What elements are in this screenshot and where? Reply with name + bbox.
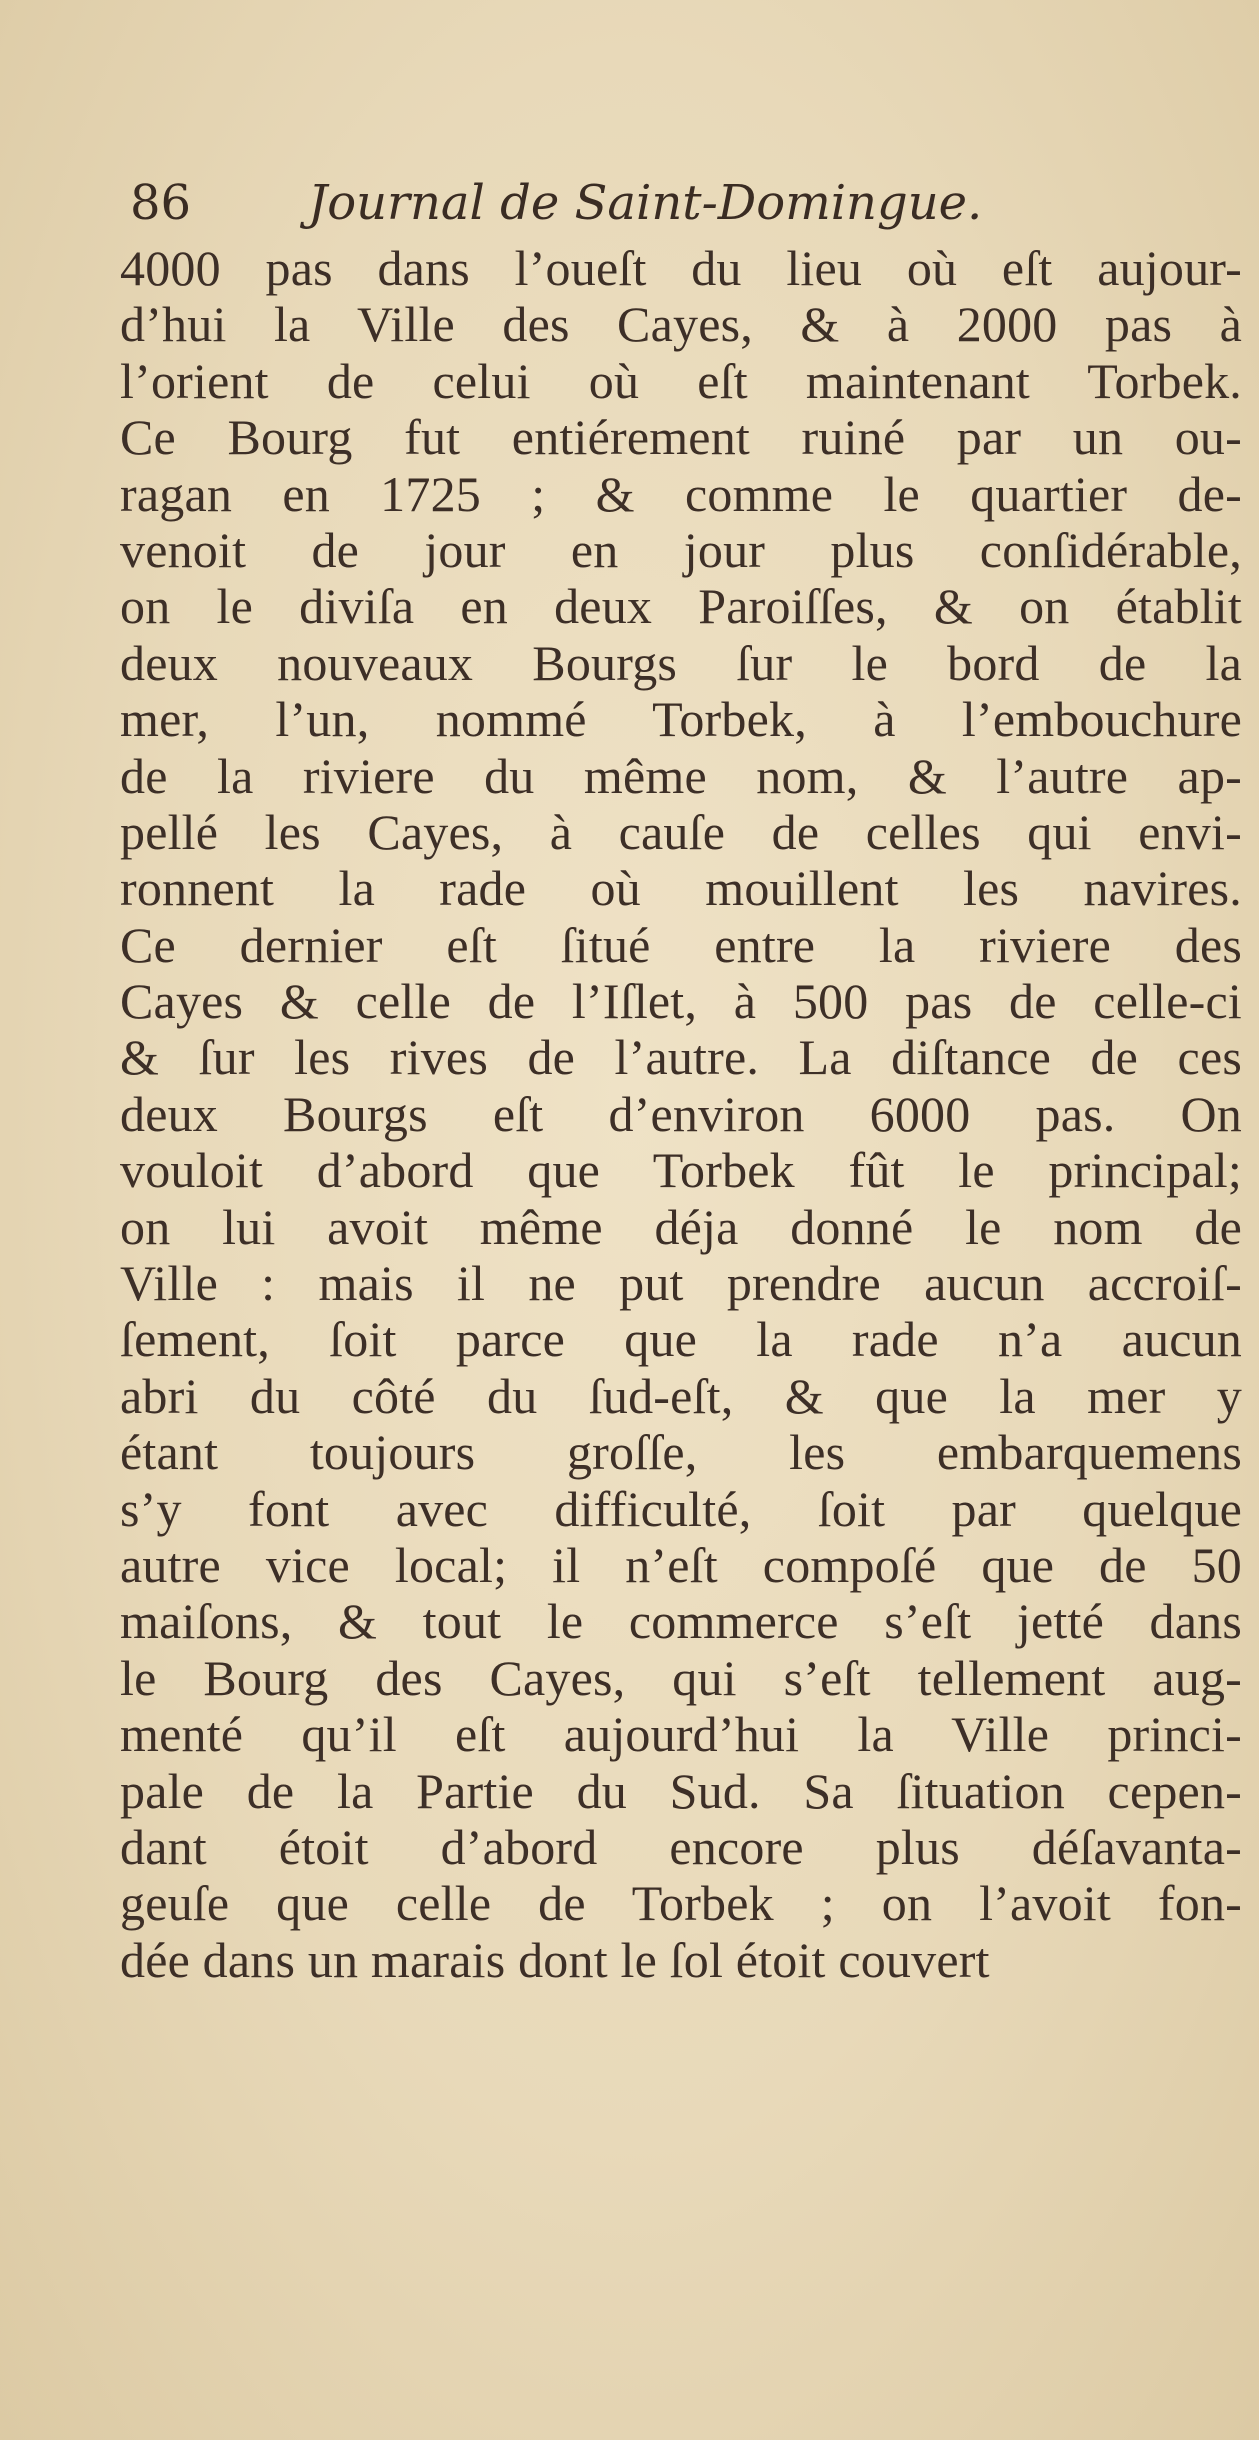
text-line: & ſur les rives de l’autre. La diſtance de ces [120,1029,1242,1086]
text-line: pale de la Partie du Sud. Sa ſituation cepen- [120,1762,1242,1819]
text-line: deux Bourgs eſt d’environ 6000 pas. On [120,1085,1242,1142]
running-head: Journal de Saint-Domingue. [308,175,983,231]
page-number: 86 [130,175,192,231]
text-line: dant étoit d’abord encore plus déſavanta- [120,1818,1242,1875]
body-text [120,240,1242,1988]
text-line: ſement, ſoit parce que la rade n’a aucun [120,1311,1242,1368]
text-line: on lui avoit même déja donné le nom de [120,1198,1242,1255]
text-line: autre vice local; il n’eſt compoſé que de 50 [120,1536,1242,1593]
text-line: 4000 pas dans l’oueſt du lieu où eſt aujour- [120,240,1242,296]
text-line: étant toujours groſſe, les embarquemens [120,1424,1242,1481]
text-line: pellé les Cayes, à cauſe de celles qui envi- [120,803,1242,860]
text-line: d’hui la Ville des Cayes, & à 2000 pas à [120,296,1242,353]
text-line: menté qu’il eſt aujourd’hui la Ville princi- [120,1706,1242,1763]
text-line: s’y font avec difficulté, ſoit par quelque [120,1480,1242,1537]
text-line: dée dans un marais dont le ſol étoit couvert [120,1931,990,1988]
text-line: Ville : mais il ne put prendre aucun accroiſ- [120,1255,1242,1312]
text-line: de la riviere du même nom, & l’autre ap- [120,747,1242,804]
text-line: on le diviſa en deux Paroiſſes, & on établit [120,578,1242,635]
text-line: mer, l’un, nommé Torbek, à l’embouchure [120,691,1242,748]
text-line: l’orient de celui où eſt maintenant Torbek. [120,352,1242,409]
text-line: Cayes & celle de l’Iſlet, à 500 pas de celle-ci [120,973,1242,1030]
text-line: ronnent la rade où mouillent les navires. [120,860,1242,917]
text-line: deux nouveaux Bourgs ſur le bord de la [120,634,1242,691]
text-line: abri du côté du ſud-eſt, & que la mer y [120,1367,1242,1424]
text-line: vouloit d’abord que Torbek fût le principal; [120,1142,1242,1199]
text-line: Ce dernier eſt ſitué entre la riviere des [120,916,1242,973]
text-line: maiſons, & tout le commerce s’eſt jetté dans [120,1593,1242,1650]
text-line: venoit de jour en jour plus conſidérable, [120,521,1242,578]
text-line: Ce Bourg fut entiérement ruiné par un ou- [120,409,1242,466]
page-header [130,168,1190,238]
text-line: ragan en 1725 ; & comme le quartier de- [120,465,1242,522]
text-line: le Bourg des Cayes, qui s’eſt tellement aug- [120,1649,1242,1706]
text-line: geuſe que celle de Torbek ; on l’avoit fon- [120,1875,1242,1932]
